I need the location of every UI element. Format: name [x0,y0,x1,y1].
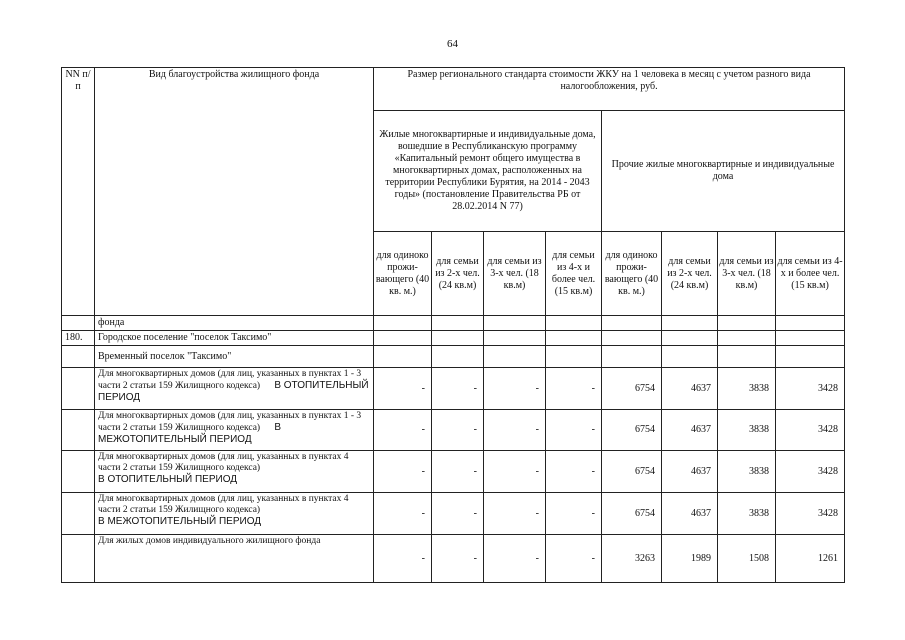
row-nn [62,316,95,331]
value-cell: - [546,410,602,451]
value-cell: 1989 [662,535,718,583]
value-cell: - [374,410,432,451]
table-row [62,410,845,451]
value-cell: 1261 [776,535,845,583]
table-row [62,368,845,410]
value-cell: - [484,535,546,583]
header-sub-1-4: для семьи из 4-х и более чел. (15 кв.м) [546,232,602,316]
table-row [62,316,845,331]
housing-standard-table [61,67,845,583]
header-size: Размер регионального стандарта стоимости ЖКУ на 1 человека в месяц с учетом разного вида налогообложения, руб. [374,68,845,111]
value-cell: 3838 [718,410,776,451]
period-label: В МЕЖОТОПИТЕЛЬНЫЙ ПЕРИОД [98,515,262,527]
header-sub-2-4: для семьи из 4-х и более чел. (15 кв.м) [776,232,845,316]
value-cell: - [374,535,432,583]
value-cell: - [432,451,484,493]
value-cell: 3838 [718,451,776,493]
row-text: Для многоквартирных домов (для лиц, указанных в пунктах 4 части 2 статьи 159 Жилищного кодекса) В ОТОПИТЕЛЬНЫЙ ПЕРИОД [95,451,374,493]
value-cell: - [374,493,432,535]
value-cell: 3838 [718,368,776,410]
table-row [62,535,845,583]
period-label: В ОТОПИТЕЛЬНЫЙ ПЕРИОД [98,473,238,485]
value-cell: - [484,410,546,451]
value-cell: 1508 [718,535,776,583]
value-cell: 6754 [602,451,662,493]
value-cell: - [546,451,602,493]
value-cell: 3263 [602,535,662,583]
row-text: Для многоквартирных домов (для лиц, указанных в пунктах 1 - 3 части 2 статьи 159 Жилищного кодекса) В МЕЖОТОПИТЕЛЬНЫЙ ПЕРИОД [95,410,374,451]
period-label: В ОТОПИТЕЛЬНЫЙ ПЕРИОД [98,379,369,403]
header-kind: Вид благоустройства жилищного фонда [95,68,374,316]
value-cell: - [546,368,602,410]
row-text: Временный поселок "Таксимо" [95,346,374,368]
row-text: Для многоквартирных домов (для лиц, указанных в пунктах 4 части 2 статьи 159 Жилищного кодекса) В МЕЖОТОПИТЕЛЬНЫЙ ПЕРИОД [95,493,374,535]
header-sub-2-2: для семьи из 2-х чел. (24 кв.м) [662,232,718,316]
value-cell: 6754 [602,493,662,535]
value-cell: - [546,535,602,583]
row-text: Городское поселение "поселок Таксимо" [95,331,374,346]
value-cell: 6754 [602,368,662,410]
table-row [62,331,845,346]
value-cell: - [432,535,484,583]
row-nn [62,346,95,368]
value-cell: 4637 [662,410,718,451]
value-cell: - [432,493,484,535]
value-cell: 4637 [662,368,718,410]
value-cell: - [484,451,546,493]
value-cell: 4637 [662,451,718,493]
table-row [62,493,845,535]
header-sub-2-1: для одиноко прожи- вающего (40 кв. м.) [602,232,662,316]
period-label: В МЕЖОТОПИТЕЛЬНЫЙ ПЕРИОД [98,421,281,445]
value-cell: 3428 [776,410,845,451]
value-cell: - [374,451,432,493]
value-cell: - [432,368,484,410]
value-cell: 3838 [718,493,776,535]
header-nn: NN п/п [62,68,95,316]
row-text: Для жилых домов индивидуального жилищного фонда [95,535,374,583]
header-row-1 [62,68,845,111]
header-sub-1-1: для одиноко прожи- вающего (40 кв. м.) [374,232,432,316]
table-row [62,451,845,493]
value-cell: 4637 [662,493,718,535]
value-cell: 3428 [776,368,845,410]
value-cell: - [484,493,546,535]
header-sub-1-3: для семьи из 3-х чел. (18 кв.м) [484,232,546,316]
value-cell: - [546,493,602,535]
row-nn: 180. [62,331,95,346]
row-text: Для многоквартирных домов (для лиц, указанных в пунктах 1 - 3 части 2 статьи 159 Жилищного кодекса) В ОТОПИТЕЛЬНЫЙ ПЕРИОД [95,368,374,410]
value-cell: 3428 [776,493,845,535]
value-cell: 6754 [602,410,662,451]
header-sub-1-2: для семьи из 2-х чел. (24 кв.м) [432,232,484,316]
header-sub-2-3: для семьи из 3-х чел. (18 кв.м) [718,232,776,316]
header-group-program: Жилые многоквартирные и индивидуальные дома, вошедшие в Республиканскую программу «Капитальный ремонт общего имущества в многоквартирных домах, расположенных на территории Республики Бурятия, на 2014 - 2043 годы» (постановление Правительства РБ от 28.02.2014 N 77) [374,111,602,232]
value-cell: - [484,368,546,410]
header-group-other: Прочие жилые многоквартирные и индивидуальные дома [602,111,845,232]
row-text: фонда [95,316,374,331]
page-number: 64 [447,38,458,50]
value-cell: 3428 [776,451,845,493]
table-row [62,346,845,368]
value-cell: - [374,368,432,410]
value-cell: - [432,410,484,451]
